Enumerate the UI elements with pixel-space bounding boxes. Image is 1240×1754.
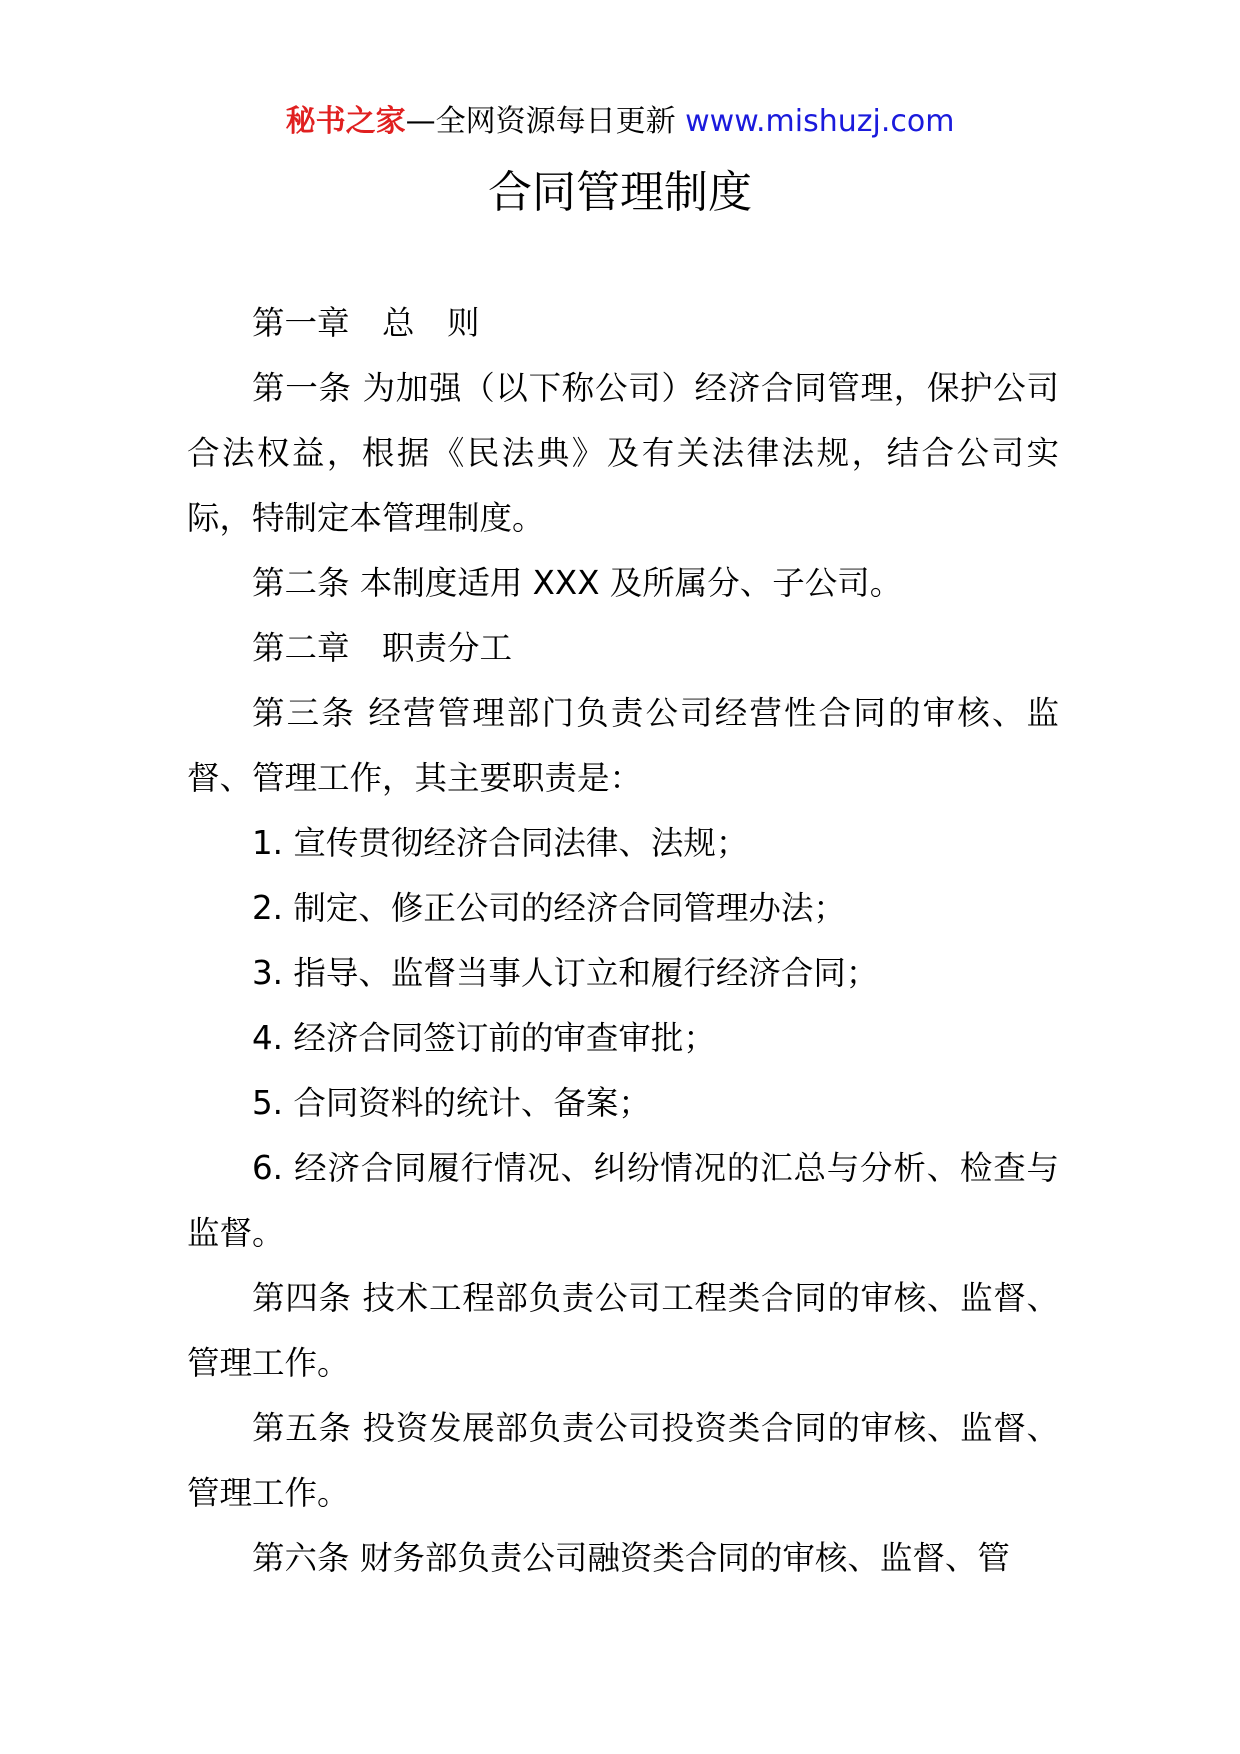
list-item: 3. 指导、监督当事人订立和履行经济合同； — [252, 954, 879, 992]
document-body — [187, 291, 1059, 1591]
chapter-heading: 第一章 总 则 — [252, 304, 480, 342]
article-paragraph: 第五条 投资发展部负责公司投资类合同的审核、监督、管理工作。 — [187, 1409, 1059, 1512]
document-title: 合同管理制度 — [488, 167, 752, 218]
list-item: 5. 合同资料的统计、备案； — [252, 1084, 651, 1122]
list-item: 6. 经济合同履行情况、纠纷情况的汇总与分析、检查与监督。 — [187, 1149, 1059, 1252]
article-paragraph: 第四条 技术工程部负责公司工程类合同的审核、监督、管理工作。 — [187, 1279, 1059, 1382]
list-item: 2. 制定、修正公司的经济合同管理办法； — [252, 889, 846, 927]
chapter-heading: 第二章 职责分工 — [252, 629, 513, 667]
brand-name: 秘书之家 — [285, 104, 406, 139]
article-paragraph: 第一条 为加强（以下称公司）经济合同管理，保护公司合法权益，根据《民法典》及有关法律法规，结合公司实际，特制定本管理制度。 — [187, 369, 1059, 537]
article-paragraph: 第二条 本制度适用 XXX 及所属分、子公司。 — [252, 564, 903, 602]
list-item: 1. 宣传贯彻经济合同法律、法规； — [252, 824, 749, 862]
site-url-link[interactable]: www.mishuzj.com — [685, 104, 955, 139]
list-item: 4. 经济合同签订前的审查审批； — [252, 1019, 716, 1057]
article-paragraph: 第六条 财务部负责公司融资类合同的审核、监督、管 — [252, 1539, 1010, 1577]
site-header — [0, 100, 1240, 144]
header-tagline: —全网资源每日更新 — [405, 104, 686, 139]
article-paragraph: 第三条 经营管理部门负责公司经营性合同的审核、监督、管理工作，其主要职责是： — [187, 694, 1059, 797]
